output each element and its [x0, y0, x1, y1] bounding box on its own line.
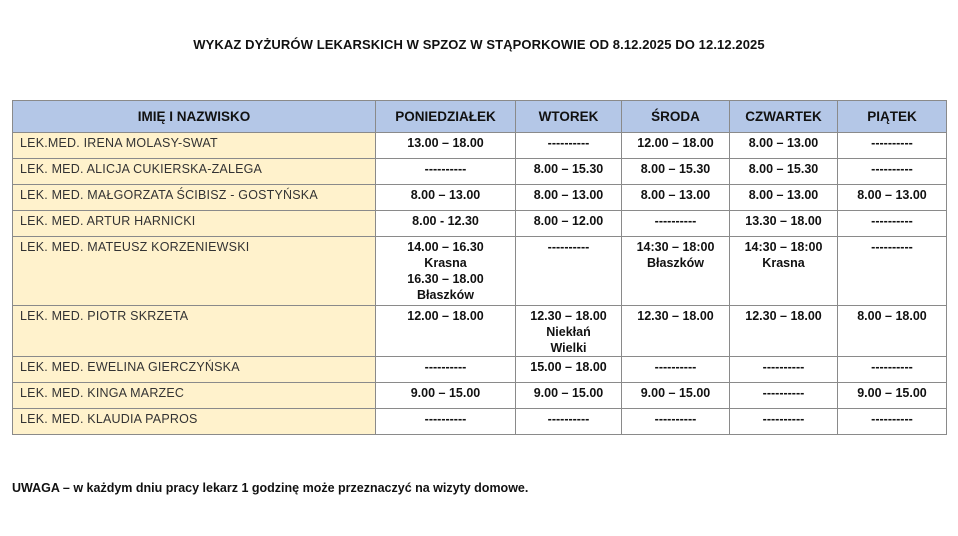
- doctor-name-cell: LEK. MED. PIOTR SKRZETA: [13, 306, 376, 357]
- header-monday: PONIEDZIAŁEK: [376, 101, 516, 133]
- duty-cell-mon: 8.00 - 12.30: [376, 211, 516, 237]
- duty-cell-line: 12.30 – 18.00: [530, 309, 607, 323]
- duty-cell-tue: 8.00 – 15.30: [516, 159, 622, 185]
- duty-cell-fri: ----------: [838, 159, 947, 185]
- duty-cell-line: 16.30 – 18.00: [407, 272, 484, 286]
- duty-cell-wed: 8.00 – 13.00: [622, 185, 730, 211]
- header-name: IMIĘ I NAZWISKO: [13, 101, 376, 133]
- duty-cell-mon: [376, 237, 516, 306]
- duty-cell-thu: 8.00 – 13.00: [730, 185, 838, 211]
- duty-cell-mon: ----------: [376, 357, 516, 383]
- duty-cell-wed: 8.00 – 15.30: [622, 159, 730, 185]
- note-text: UWAGA – w każdym dniu pracy lekarz 1 godzinę może przeznaczyć na wizyty domowe.: [12, 481, 529, 495]
- duty-cell-tue: [516, 306, 622, 357]
- doctor-name-cell: LEK. MED. KLAUDIA PAPROS: [13, 409, 376, 435]
- duty-cell-fri: 8.00 – 13.00: [838, 185, 947, 211]
- table-row: [13, 133, 947, 159]
- table-row: [13, 159, 947, 185]
- duty-cell-line: Wielki: [550, 341, 587, 355]
- doctor-name-cell: LEK. MED. ARTUR HARNICKI: [13, 211, 376, 237]
- duty-cell-fri: ----------: [838, 237, 947, 306]
- table-row: [13, 409, 947, 435]
- duty-cell-tue: ----------: [516, 133, 622, 159]
- table-row: [13, 383, 947, 409]
- duty-cell-line: Krasna: [762, 256, 805, 270]
- duty-cell-thu: 12.30 – 18.00: [730, 306, 838, 357]
- header-tuesday: WTOREK: [516, 101, 622, 133]
- duty-cell-line: 14.00 – 16.30: [407, 240, 484, 254]
- duty-cell-fri: ----------: [838, 409, 947, 435]
- doctor-name-cell: LEK. MED. MAŁGORZATA ŚCIBISZ - GOSTYŃSKA: [13, 185, 376, 211]
- duty-cell-mon: 12.00 – 18.00: [376, 306, 516, 357]
- duty-cell-mon: ----------: [376, 409, 516, 435]
- duty-cell-thu: ----------: [730, 409, 838, 435]
- table-row: [13, 185, 947, 211]
- duty-cell-line: 14:30 – 18:00: [636, 240, 715, 254]
- duty-cell-wed: [622, 237, 730, 306]
- duty-cell-line: 14:30 – 18:00: [744, 240, 823, 254]
- duty-cell-line: Krasna: [424, 256, 467, 270]
- table-row: [13, 306, 947, 357]
- doctor-name-cell: LEK. MED. MATEUSZ KORZENIEWSKI: [13, 237, 376, 306]
- doctor-name-cell: LEK.MED. IRENA MOLASY-SWAT: [13, 133, 376, 159]
- duty-cell-tue: 15.00 – 18.00: [516, 357, 622, 383]
- duty-cell-wed: ----------: [622, 357, 730, 383]
- duty-cell-wed: 12.00 – 18.00: [622, 133, 730, 159]
- table-header-row: [13, 101, 947, 133]
- table-row: [13, 211, 947, 237]
- doctor-name-cell: LEK. MED. EWELINA GIERCZYŃSKA: [13, 357, 376, 383]
- doctor-name-cell: LEK. MED. KINGA MARZEC: [13, 383, 376, 409]
- header-thursday: CZWARTEK: [730, 101, 838, 133]
- duty-cell-wed: ----------: [622, 409, 730, 435]
- table-row: [13, 357, 947, 383]
- duty-cell-line: Błaszków: [417, 288, 474, 302]
- table-row: [13, 237, 947, 306]
- duty-cell-thu: 8.00 – 15.30: [730, 159, 838, 185]
- duty-schedule-table: [12, 100, 947, 435]
- duty-cell-tue: ----------: [516, 409, 622, 435]
- duty-cell-mon: 13.00 – 18.00: [376, 133, 516, 159]
- duty-cell-thu: [730, 237, 838, 306]
- duty-cell-fri: ----------: [838, 211, 947, 237]
- table-body: [13, 133, 947, 435]
- duty-cell-line: Niekłań: [546, 325, 591, 339]
- page-title: WYKAZ DYŻURÓW LEKARSKICH W SPZOZ W STĄPORKOWIE OD 8.12.2025 DO 12.12.2025: [193, 37, 765, 52]
- duty-cell-wed: 9.00 – 15.00: [622, 383, 730, 409]
- header-wednesday: ŚRODA: [622, 101, 730, 133]
- duty-cell-fri: 9.00 – 15.00: [838, 383, 947, 409]
- duty-cell-mon: ----------: [376, 159, 516, 185]
- duty-cell-tue: 9.00 – 15.00: [516, 383, 622, 409]
- duty-cell-tue: 8.00 – 13.00: [516, 185, 622, 211]
- duty-cell-wed: 12.30 – 18.00: [622, 306, 730, 357]
- doctor-name-cell: LEK. MED. ALICJA CUKIERSKA-ZALEGA: [13, 159, 376, 185]
- duty-cell-thu: ----------: [730, 383, 838, 409]
- duty-cell-thu: 13.30 – 18.00: [730, 211, 838, 237]
- duty-cell-wed: ----------: [622, 211, 730, 237]
- duty-cell-mon: 9.00 – 15.00: [376, 383, 516, 409]
- duty-cell-fri: ----------: [838, 133, 947, 159]
- duty-cell-fri: 8.00 – 18.00: [838, 306, 947, 357]
- duty-cell-tue: ----------: [516, 237, 622, 306]
- duty-cell-mon: 8.00 – 13.00: [376, 185, 516, 211]
- duty-cell-thu: ----------: [730, 357, 838, 383]
- header-friday: PIĄTEK: [838, 101, 947, 133]
- duty-cell-line: Błaszków: [647, 256, 704, 270]
- duty-cell-tue: 8.00 – 12.00: [516, 211, 622, 237]
- duty-cell-thu: 8.00 – 13.00: [730, 133, 838, 159]
- duty-cell-fri: ----------: [838, 357, 947, 383]
